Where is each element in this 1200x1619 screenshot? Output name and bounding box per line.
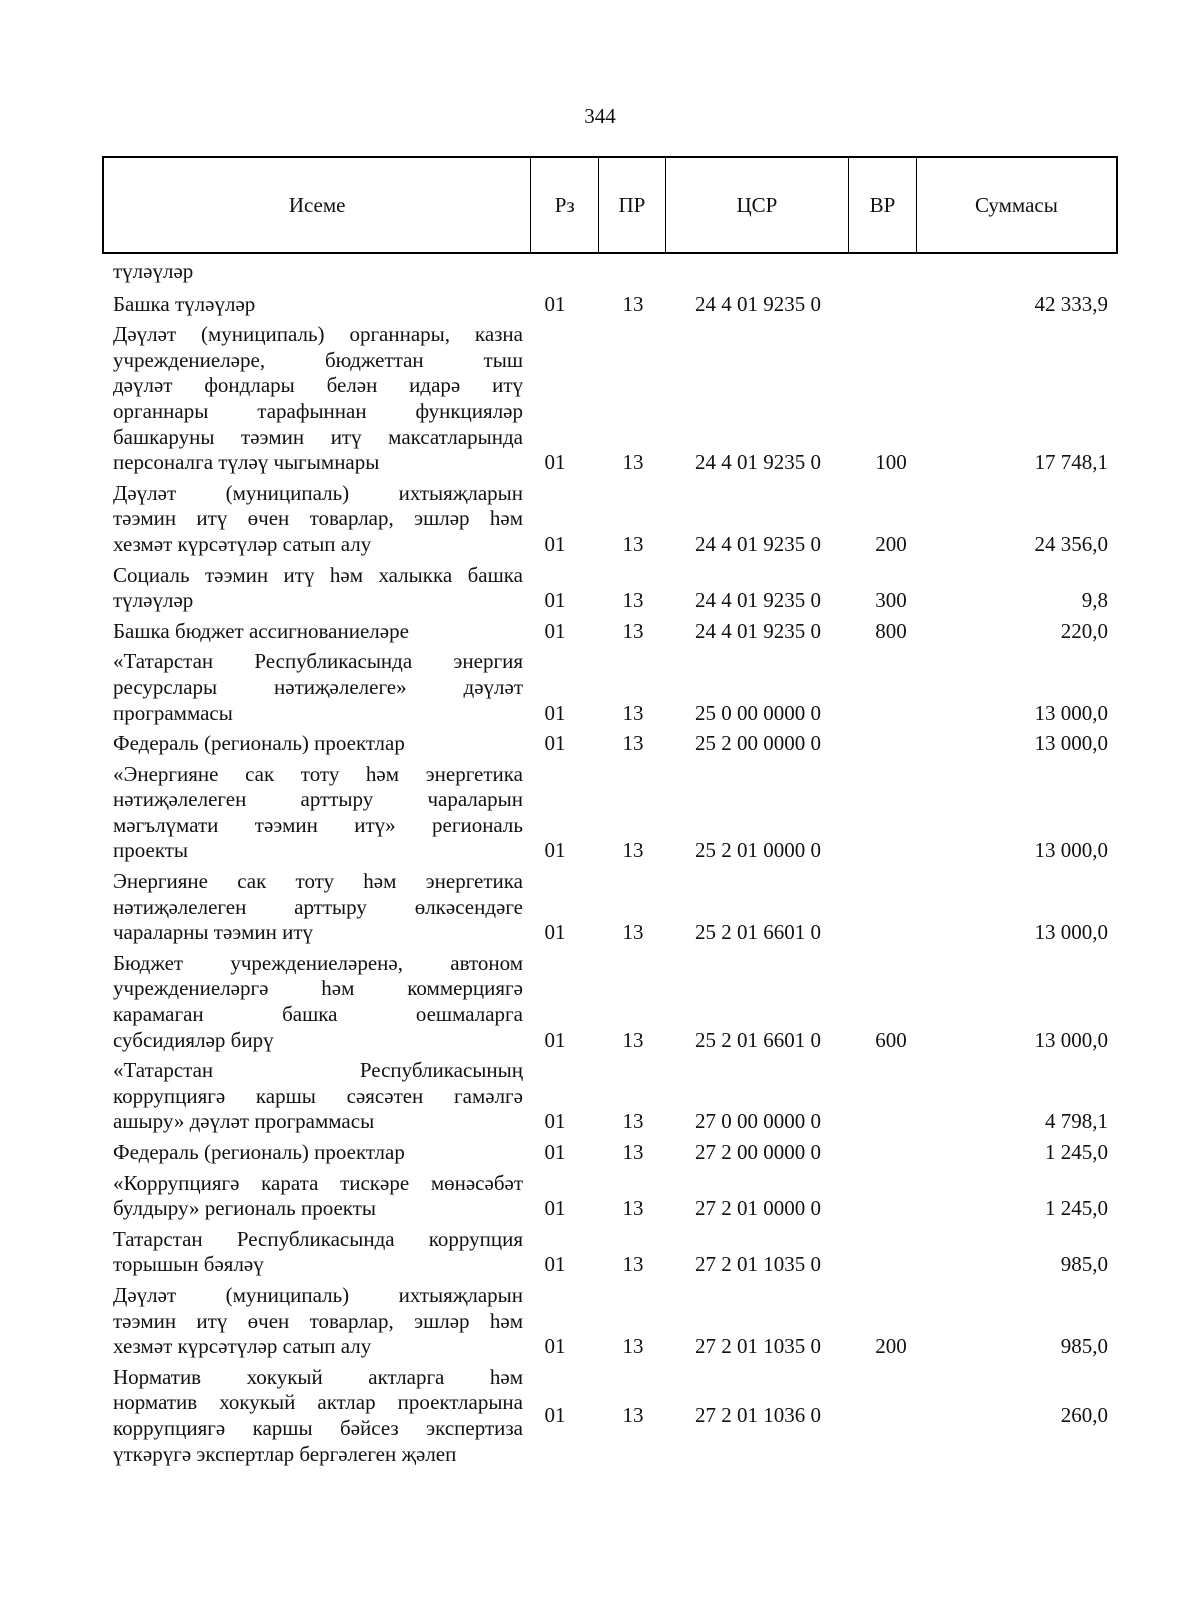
row-name: [113, 762, 523, 864]
row-name: [113, 869, 523, 946]
row-name: [113, 951, 523, 1053]
row-sum: 9,8: [1081, 588, 1108, 613]
row-name-line: нәтиҗәлелеген арттыру чараларын: [113, 787, 523, 812]
row-name-line: учреждениеләргә һәм коммерциягә: [113, 976, 523, 1001]
row-name-line: түләүләр: [113, 588, 194, 613]
row-pr: 13: [622, 920, 644, 945]
row-csr: 24 4 01 9235 0: [695, 291, 821, 316]
row-pr: 13: [622, 291, 644, 316]
row-name-line: үткәрүгә экспертлар бергәлеген җәлеп: [113, 1441, 457, 1466]
row-csr: 24 4 01 9235 0: [695, 618, 821, 643]
row-sum: 24 356,0: [1034, 531, 1108, 556]
row-sum: 4 798,1: [1045, 1109, 1108, 1134]
row-csr: 25 2 01 0000 0: [695, 838, 821, 863]
row-pr: 13: [622, 618, 644, 643]
row-sum: 260,0: [1060, 1403, 1108, 1428]
row-pr: 13: [622, 838, 644, 863]
row-rz: 01: [544, 291, 566, 316]
row-pr: 13: [622, 450, 644, 475]
table-row: [0, 731, 1200, 757]
row-name-line: Татарстан Республикасында коррупция: [113, 1226, 523, 1251]
row-name-line: органнары тарафыннан функцияләр: [113, 398, 523, 423]
row-name-line: нәтиҗәлелеген арттыру өлкәсендәге: [113, 894, 523, 919]
row-pr: 13: [622, 1403, 644, 1428]
row-rz: 01: [544, 1196, 566, 1221]
row-name-line: субсидияләр бирү: [113, 1027, 274, 1052]
table-row: [0, 292, 1200, 318]
row-rz: 01: [544, 838, 566, 863]
row-name-line: коррупциягә каршы сәясәтен гамәлгә: [113, 1083, 523, 1108]
row-sum: 13 000,0: [1034, 700, 1108, 725]
row-rz: 01: [544, 450, 566, 475]
row-name-line: «Коррупциягә карата тискәре мөнәсәбәт: [113, 1170, 523, 1195]
table-row: [0, 1227, 1200, 1278]
row-name: [113, 292, 523, 318]
table-row: [0, 322, 1200, 476]
row-rz: 01: [544, 1252, 566, 1277]
row-vr: 600: [875, 1027, 907, 1052]
row-name: [113, 619, 523, 645]
table-row: [0, 563, 1200, 614]
row-name: [113, 649, 523, 726]
row-pr: 13: [622, 1252, 644, 1277]
row-name-line: булдыру» региональ проекты: [113, 1196, 376, 1221]
row-rz: 01: [544, 1027, 566, 1052]
row-name-line: «Энергияне сак тоту һәм энергетика: [113, 761, 523, 786]
row-csr: 25 2 00 0000 0: [695, 731, 821, 756]
row-name-line: чараларны тәэмин итү: [113, 920, 314, 945]
row-csr: 24 4 01 9235 0: [695, 588, 821, 613]
row-name-line: мәгълүмати тәэмин итү» региональ: [113, 812, 523, 837]
row-name-line: «Татарстан Республикасында энергия: [113, 649, 523, 674]
row-name-line: тәэмин итү өчен товарлар, эшләр һәм: [113, 506, 523, 531]
row-csr: 25 2 01 6601 0: [695, 920, 821, 945]
row-name-line: Дәүләт (муниципаль) органнары, казна: [113, 322, 523, 347]
table-row: [0, 951, 1200, 1053]
row-name-line: ашыру» дәүләт программасы: [113, 1109, 375, 1134]
row-rz: 01: [544, 1334, 566, 1359]
row-rz: 01: [544, 618, 566, 643]
row-vr: 300: [875, 588, 907, 613]
row-name-line: Федераль (региональ) проектлар: [113, 731, 405, 756]
page-number: 344: [584, 104, 616, 128]
row-name-line: Дәүләт (муниципаль) ихтыяҗларын: [113, 480, 523, 505]
table-body: [0, 254, 1200, 1467]
row-name-line: программасы: [113, 700, 233, 725]
row-pr: 13: [622, 700, 644, 725]
row-sum: 220,0: [1060, 618, 1108, 643]
row-name: [113, 1227, 523, 1278]
row-csr: 27 2 01 1035 0: [695, 1334, 821, 1359]
table-row: [0, 869, 1200, 946]
row-name-line: Федераль (региональ) проектлар: [113, 1140, 405, 1164]
row-pr: 13: [622, 1334, 644, 1359]
row-name: [113, 563, 523, 614]
row-rz: 01: [544, 588, 566, 613]
row-name-line: башкаруны тәэмин итү максатларында: [113, 424, 523, 449]
row-csr: 24 4 01 9235 0: [695, 531, 821, 556]
row-rz: 01: [544, 1403, 566, 1428]
row-sum: 1 245,0: [1045, 1196, 1108, 1221]
row-sum: 42 333,9: [1034, 291, 1108, 316]
row-sum: 13 000,0: [1034, 731, 1108, 756]
row-rz: 01: [544, 700, 566, 725]
row-csr: 27 2 01 0000 0: [695, 1196, 821, 1221]
table-row: [0, 481, 1200, 558]
row-rz: 01: [544, 1140, 566, 1164]
row-name-line: торышын бәяләү: [113, 1252, 264, 1277]
row-csr: 25 2 01 6601 0: [695, 1027, 821, 1052]
row-name-line: Башка түләүләр: [113, 291, 256, 316]
row-name-line: Норматив хокукый актларга һәм: [113, 1364, 523, 1389]
table-row: [0, 1283, 1200, 1360]
row-name-line: проекты: [113, 838, 189, 863]
row-vr: 800: [875, 618, 907, 643]
row-name-line: хезмәт күрсәтүләр сатып алу: [113, 531, 372, 556]
row-name-line: Бюджет учреждениеләренә, автоном: [113, 950, 523, 975]
row-name-line: ресурслары нәтиҗәлелеге» дәүләт: [113, 674, 523, 699]
table-row: [0, 1140, 1200, 1166]
table-row: [0, 1171, 1200, 1222]
row-name-line: түләүләр: [113, 259, 194, 283]
row-name-line: карамаган башка оешмаларга: [113, 1002, 523, 1027]
table-row: [0, 619, 1200, 645]
row-sum: 13 000,0: [1034, 920, 1108, 945]
row-name-line: хезмәт күрсәтүләр сатып алу: [113, 1334, 372, 1359]
row-sum: 13 000,0: [1034, 1027, 1108, 1052]
table-header: [102, 156, 1118, 254]
row-rz: 01: [544, 731, 566, 756]
row-name-line: Социаль тәэмин итү һәм халыкка башка: [113, 562, 523, 587]
row-pr: 13: [622, 588, 644, 613]
row-name-line: тәэмин итү өчен товарлар, эшләр һәм: [113, 1308, 523, 1333]
row-vr: 200: [875, 531, 907, 556]
row-name-line: «Татарстан Республикасының: [113, 1058, 523, 1083]
row-csr: 25 0 00 0000 0: [695, 700, 821, 725]
row-name: [113, 322, 523, 476]
table-row: [0, 1058, 1200, 1135]
row-name-line: Дәүләт (муниципаль) ихтыяҗларын: [113, 1282, 523, 1307]
row-name: [113, 1171, 523, 1222]
row-csr: 24 4 01 9235 0: [695, 450, 821, 475]
column-header-sum: Суммасы: [974, 192, 1058, 217]
column-header-csr: ЦСР: [666, 158, 849, 252]
row-pr: 13: [622, 1027, 644, 1052]
row-name: [113, 481, 523, 558]
row-sum: 13 000,0: [1034, 838, 1108, 863]
row-pr: 13: [622, 531, 644, 556]
row-csr: 27 0 00 0000 0: [695, 1109, 821, 1134]
row-pr: 13: [622, 1140, 644, 1164]
row-name: [113, 1140, 523, 1166]
row-name: [113, 1365, 523, 1467]
row-vr: 100: [875, 450, 907, 475]
row-sum: 17 748,1: [1034, 450, 1108, 475]
row-csr: 27 2 01 1035 0: [695, 1252, 821, 1277]
table-row: [0, 762, 1200, 864]
row-rz: 01: [544, 1109, 566, 1134]
row-sum: 985,0: [1060, 1252, 1108, 1277]
row-name-line: дәүләт фондлары белән идарә итү: [113, 373, 523, 398]
column-header-vr: ВР: [849, 158, 917, 252]
row-name-line: Энергияне сак тоту һәм энергетика: [113, 869, 523, 894]
row-name: [113, 1058, 523, 1135]
table-row: [0, 259, 1200, 285]
row-rz: 01: [544, 531, 566, 556]
row-pr: 13: [622, 731, 644, 756]
column-header-rz: Рз: [531, 158, 599, 252]
row-csr: 27 2 01 1036 0: [695, 1403, 821, 1428]
row-name: [113, 731, 523, 757]
row-name: [113, 259, 523, 285]
row-csr: 27 2 00 0000 0: [695, 1140, 821, 1164]
row-name-line: коррупциягә каршы бәйсез экспертиза: [113, 1415, 523, 1440]
row-pr: 13: [622, 1109, 644, 1134]
row-name-line: норматив хокукый актлар проектларына: [113, 1390, 523, 1415]
row-sum: 1 245,0: [1045, 1140, 1108, 1164]
row-vr: 200: [875, 1334, 907, 1359]
column-header-name: Исеме: [104, 158, 531, 252]
column-header-pr: ПР: [599, 158, 666, 252]
row-name-line: Башка бюджет ассигнованиеләре: [113, 618, 409, 643]
row-name: [113, 1283, 523, 1360]
table-row: [0, 649, 1200, 726]
row-name-line: персоналга түләү чыгымнары: [113, 450, 380, 475]
row-sum: 985,0: [1060, 1334, 1108, 1359]
table-row: [0, 1365, 1200, 1467]
row-pr: 13: [622, 1196, 644, 1221]
row-name-line: учреждениеләре, бюджеттан тыш: [113, 347, 523, 372]
row-rz: 01: [544, 920, 566, 945]
